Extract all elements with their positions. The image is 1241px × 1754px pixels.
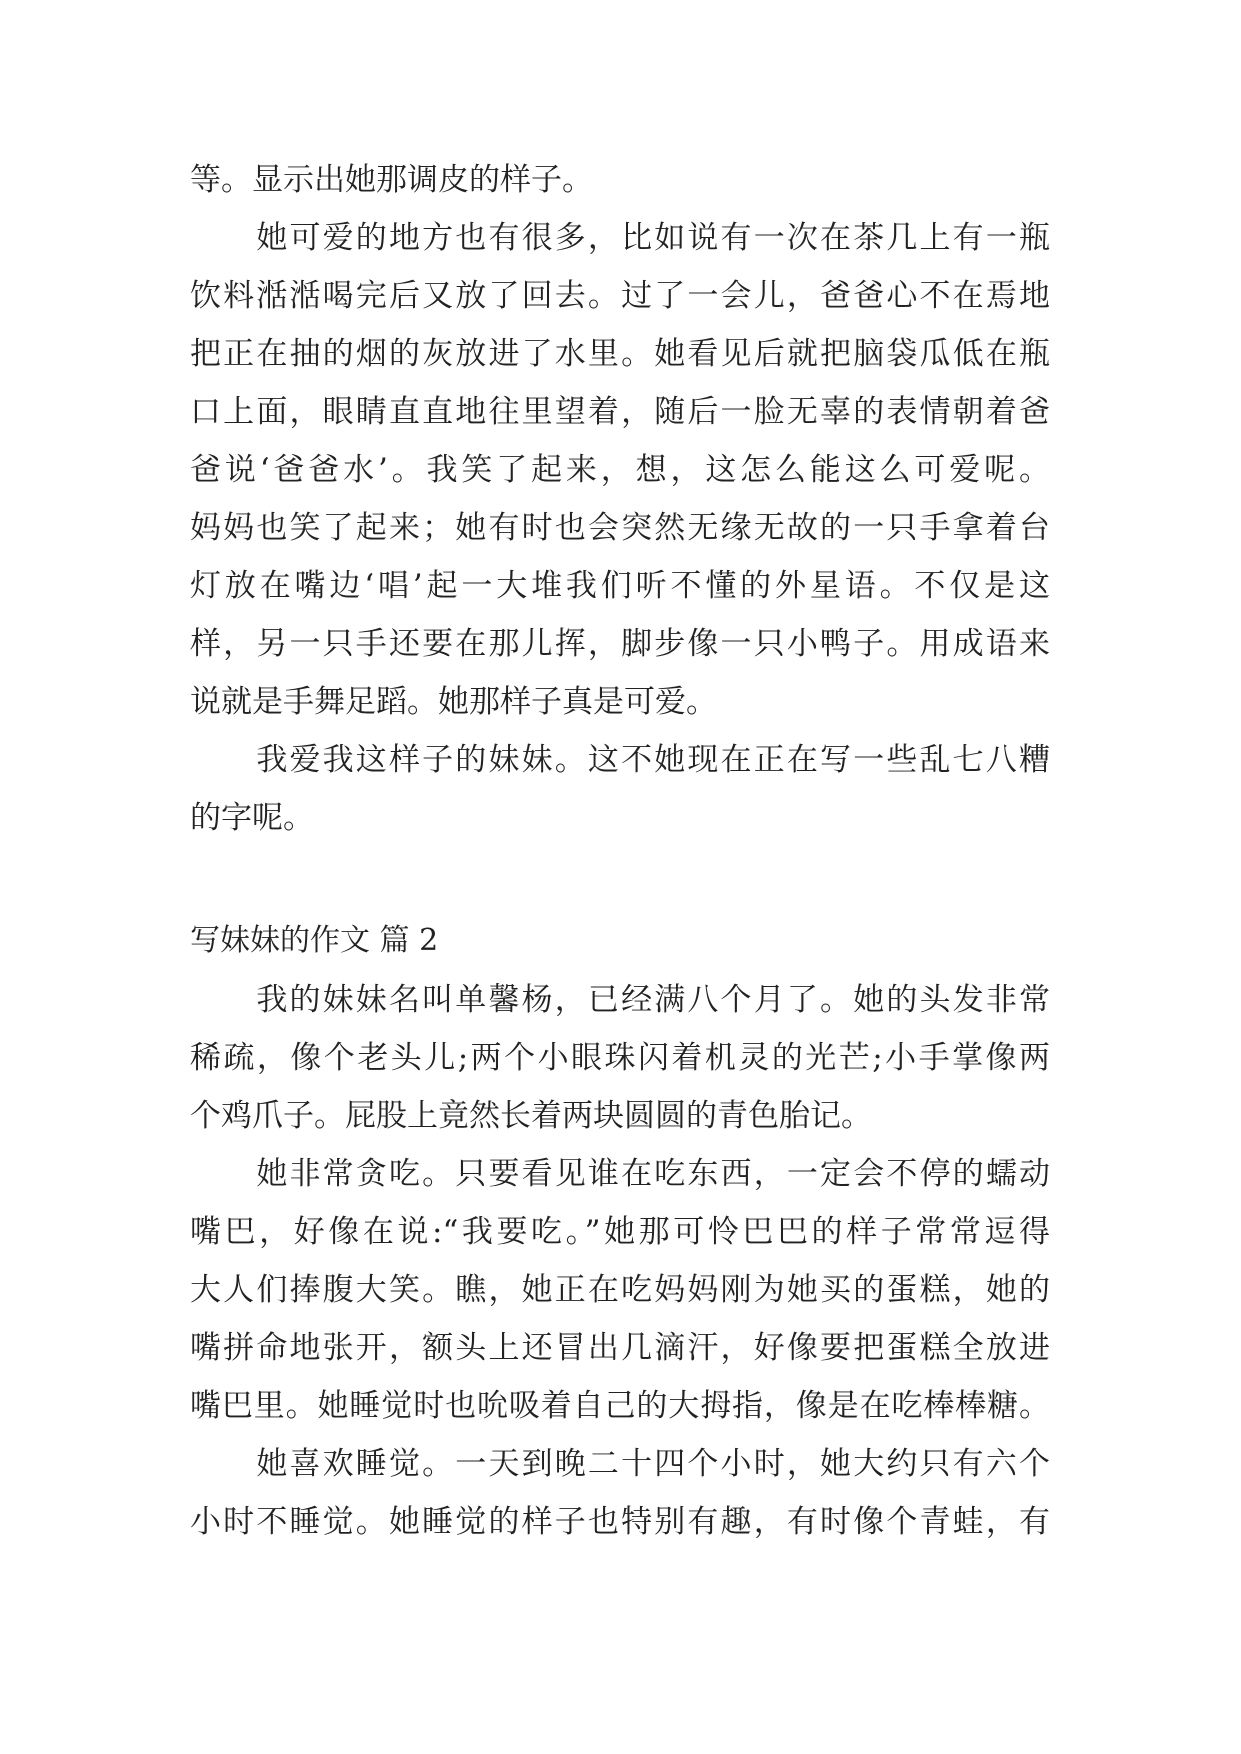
paragraph-line: 个鸡爪子。屁股上竟然长着两块圆圆的青色胎记。: [190, 1098, 872, 1134]
section-heading: 写妹妹的作文 篇 2: [190, 923, 439, 958]
paragraph-line: 样，另一只手还要在那儿挥，脚步像一只小鸭子。用成语来: [190, 626, 1050, 662]
paragraph-line: 饮料湉湉喝完后又放了回去。过了一会儿，爸爸心不在焉地: [190, 278, 1050, 314]
paragraph-line: 她喜欢睡觉。一天到晚二十四个小时，她大约只有六个: [190, 1446, 1050, 1482]
paragraph-line: 说就是手舞足蹈。她那样子真是可爱。: [190, 684, 717, 720]
paragraph-line: 嘴巴里。她睡觉时也吮吸着自己的大拇指，像是在吃棒棒糖。: [190, 1388, 1050, 1424]
paragraph-line: 稀疏，像个老头儿;两个小眼珠闪着机灵的光芒;小手掌像两: [190, 1040, 1050, 1076]
paragraph-line: 把正在抽的烟的灰放进了水里。她看见后就把脑袋瓜低在瓶: [190, 336, 1050, 372]
paragraph-line: 爸说‘爸爸水’。我笑了起来，想，这怎么能这么可爱呢。: [190, 452, 1050, 488]
paragraph-line: 嘴巴，好像在说:“我要吃。”她那可怜巴巴的样子常常逗得: [190, 1214, 1050, 1250]
paragraph-line: 她可爱的地方也有很多，比如说有一次在茶几上有一瓶: [190, 220, 1050, 256]
paragraph-line: 口上面，眼睛直直地往里望着，随后一脸无辜的表情朝着爸: [190, 394, 1050, 430]
paragraph-line: 我的妹妹名叫单馨杨，已经满八个月了。她的头发非常: [190, 982, 1050, 1018]
paragraph-line: 等。显示出她那调皮的样子。: [190, 162, 593, 198]
paragraph-line: 妈妈也笑了起来；她有时也会突然无缘无故的一只手拿着台: [190, 510, 1050, 546]
paragraph-line: 我爱我这样子的妹妹。这不她现在正在写一些乱七八糟: [190, 742, 1050, 778]
paragraph-line: 的字呢。: [190, 800, 314, 836]
paragraph-line: 嘴拼命地张开，额头上还冒出几滴汗，好像要把蛋糕全放进: [190, 1330, 1050, 1366]
paragraph-line: 小时不睡觉。她睡觉的样子也特别有趣，有时像个青蛙，有: [190, 1504, 1050, 1540]
paragraph-line: 她非常贪吃。只要看见谁在吃东西，一定会不停的蠕动: [190, 1156, 1050, 1192]
paragraph-line: 大人们捧腹大笑。瞧，她正在吃妈妈刚为她买的蛋糕，她的: [190, 1272, 1050, 1308]
paragraph-line: 灯放在嘴边‘唱’起一大堆我们听不懂的外星语。不仅是这: [190, 568, 1050, 604]
